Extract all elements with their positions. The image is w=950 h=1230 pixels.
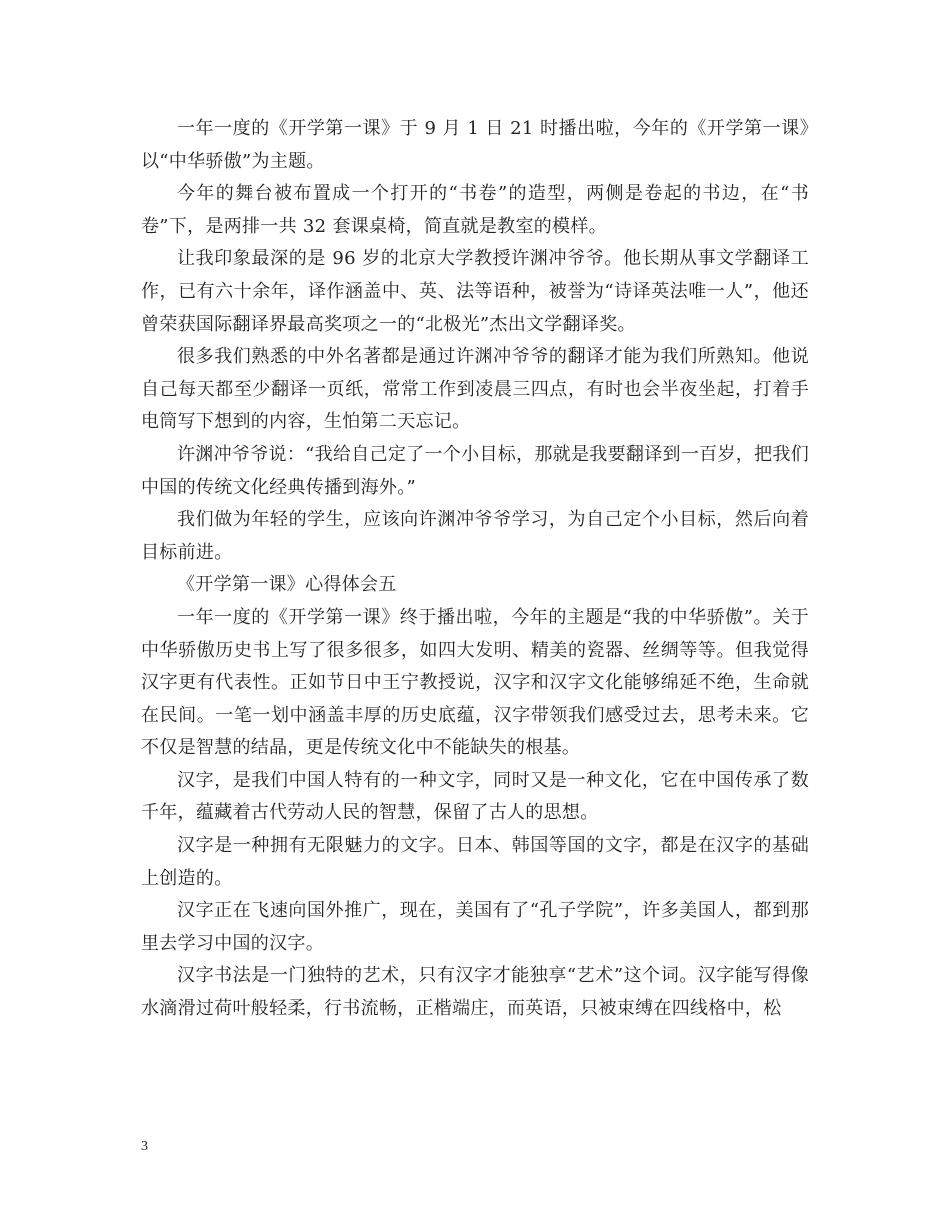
paragraph: 许渊冲爷爷说：“我给自己定了一个小目标，那就是我要翻译到一百岁，把我们中国的传统文化经典传播到海外。” [141,443,809,498]
paragraph: 今年的舞台被布置成一个打开的“书卷”的造型，两侧是卷起的书边，在“书卷”下，是两排一共 32 套课桌椅，简直就是教室的模样。 [141,183,809,237]
paragraph: 一年一度的《开学第一课》终于播出啦，今年的主题是“我的中华骄傲”。关于中华骄傲历史书上写了很多很多，如四大发明、精美的瓷器、丝绸等等。但我觉得汉字更有代表性。正如节日中王宁教授说，汉字和汉字文化能够绵延不绝，生命就在民间。一笔一划中涵盖丰厚的历史底蕴，汉字带领我们感受过去，思考未来。它不仅是智慧的结晶，更是传统文化中不能缺失的根基。 [141,606,809,759]
paragraph: 很多我们熟悉的中外名著都是通过许渊冲爷爷的翻译才能为我们所熟知。他说自己每天都至少翻译一页纸，常常工作到凌晨三四点，有时也会半夜坐起，打着手电筒写下想到的内容，生怕第二天忘记。 [141,346,809,433]
paragraph: 让我印象最深的是 96 岁的北京大学教授许渊冲爷爷。他长期从事文学翻译工作，已有六十余年，译作涵盖中、英、法等语种，被誉为“诗译英法唯一人”，他还曾荣获国际翻译界最高奖项之一的“北极光”杰出文学翻译奖。 [141,248,809,335]
document-body [141,113,809,1026]
paragraph: 汉字书法是一门独特的艺术，只有汉字才能独享“艺术”这个词。汉字能写得像水滴滑过荷叶般轻柔，行书流畅，正楷端庄，而英语，只被束缚在四线格中，松 [141,965,809,1020]
paragraph: 汉字正在飞速向国外推广，现在，美国有了“孔子学院”，许多美国人，都到那里去学习中国的汉字。 [141,900,809,954]
paragraph: 汉字，是我们中国人特有的一种文字，同时又是一种文化，它在中国传承了数千年，蕴藏着古代劳动人民的智慧，保留了古人的思想。 [141,769,809,824]
paragraph: 我们做为年轻的学生，应该向许渊冲爷爷学习，为自己定个小目标，然后向着目标前进。 [141,509,809,563]
section-heading: 《开学第一课》心得体会五 [177,574,397,596]
page-number: 3 [141,1139,148,1154]
paragraph: 汉字是一种拥有无限魅力的文字。日本、韩国等国的文字，都是在汉字的基础上创造的。 [141,835,809,889]
paragraph: 一年一度的《开学第一课》于 9 月 1 日 21 时播出啦，今年的《开学第一课》以“中华骄傲”为主题。 [141,118,809,172]
